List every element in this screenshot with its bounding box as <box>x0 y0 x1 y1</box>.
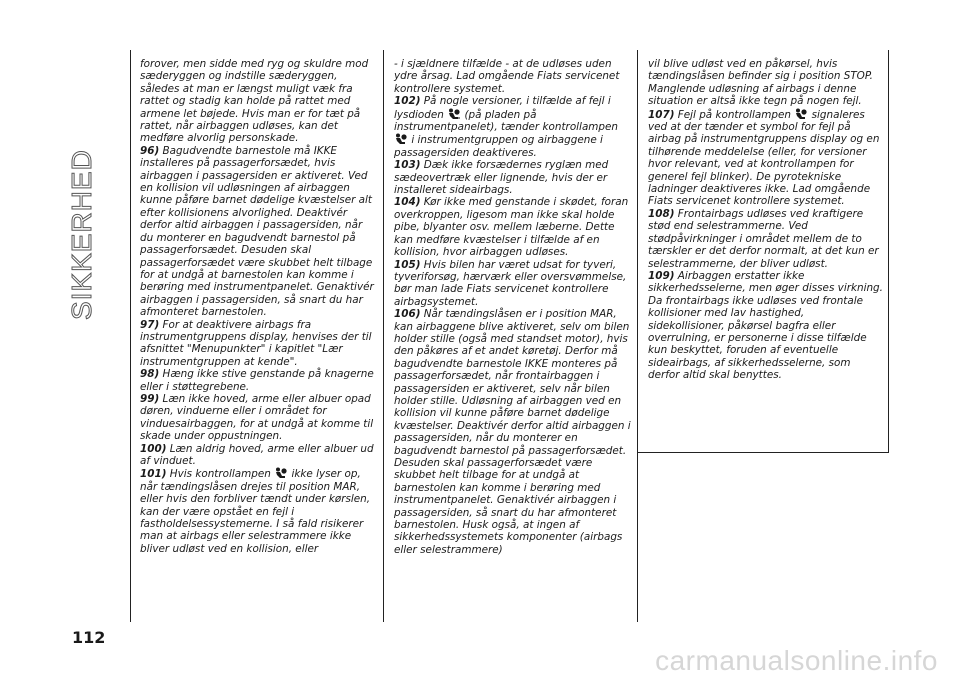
note-text: Hvis kontrollampen <box>169 468 271 481</box>
page-number: 112 <box>72 628 106 647</box>
note-number: 105) <box>394 258 421 271</box>
note-98 <box>140 368 378 393</box>
watermark: carmanualsonline.info <box>655 645 938 676</box>
note-103 <box>394 159 632 196</box>
note-105 <box>394 259 632 309</box>
note-text: Fejl på kontrollampen <box>677 108 791 121</box>
note-text: Hæng ikke stive genstande på knagerne eller i støttegrebene. <box>140 368 374 393</box>
note-number: 108) <box>648 207 675 220</box>
paragraph: forover, men sidde med ryg og skuldre mod sæderyggen og indstille sæderyggen, således at man er længst muligt væk fra rattet og stadig kan holde på rattet med armene let bøjede. Hvis man er for tæt på rattet, når airbaggen udløses, kan det medføre alvorlig personskade. <box>140 58 369 145</box>
note-96 <box>140 145 378 319</box>
paragraph: - i sjældnere tilfælde - at de udløses uden ydre årsag. Lad omgående Fiats servicenet kontrollere systemet. <box>394 58 620 95</box>
note-108 <box>648 208 884 270</box>
section-title: SIKKERHED <box>66 149 97 320</box>
note-text: (på pladen på instrumentpanelet), tænder kontrollampen <box>394 108 619 134</box>
note-number: 107) <box>648 108 675 121</box>
note-text: Hvis bilen har været udsat for tyveri, tyveriforsøg, hærværk eller oversvømmelse, bør man lade Fiats servicenet kontrollere airbagsystemet. <box>394 258 627 308</box>
note-text: For at deaktivere airbags fra instrumentgruppens display, henvises der til afsnittet "Menupunkter" i kapitlet "Lær instrumentgruppen at kende". <box>140 318 372 368</box>
note-101 <box>140 467 378 555</box>
note-106 <box>394 308 632 556</box>
note-text: Airbaggen erstatter ikke sikkerhedsselerne, men øger disses virkning. Da frontairbags ikke udløses ved frontale kollisioner med lav hastighed, sidekollisioner, påkørsel bagfra eller overrulning, er personerne i disse tilfælde kun beskyttet, foruden af eventuelle sideairbags, af sikkerhedsselerne, som derfor altid skal benyttes. <box>648 269 883 382</box>
note-text: signaleres ved at der tænder et symbol for fejl på airbag på instrumentgruppens display og en tilhørende meddelelse (eller, for versioner hvor relevant, ved at kontrollampen for generel fejl blinker). De pyrotekniske ladninger deaktiveres ikke. Lad omgående Fiats servicenet kontrollere systemet. <box>648 108 880 208</box>
column-divider-left <box>130 50 131 622</box>
note-109 <box>648 270 884 382</box>
note-text: i instrumentgruppen og airbaggene i passagersiden deaktiveres. <box>394 134 603 159</box>
column-3 <box>648 58 884 382</box>
note-text: Frontairbags udløses ved kraftigere stød end selestrammerne. Ved stødpåvirkninger i området mellem de to tærskler er det derfor normalt, at det kun er selestrammerne, der bliver udløst. <box>648 207 879 270</box>
note-number: 104) <box>394 196 421 209</box>
column-divider-far-right <box>888 50 889 452</box>
note-number: 109) <box>648 269 675 282</box>
note-number: 106) <box>394 308 421 321</box>
note-107 <box>648 108 884 208</box>
column-divider-right <box>637 50 638 622</box>
note-text: Dæk ikke forsædernes ryglæn med sædeovertræk eller lignende, hvis der er installeret sideairbags. <box>394 159 609 197</box>
note-102 <box>394 95 632 159</box>
note-number: 97) <box>140 318 160 331</box>
note-number: 101) <box>140 468 167 481</box>
note-text: Kør ikke med genstande i skødet, foran overkroppen, ligesom man ikke skal holde pibe, blyanter osv. mellem læberne. Dette kan medføre kvæstelser i tilfælde af en kollision, hvor airbaggen udløses. <box>394 196 629 259</box>
note-97 <box>140 319 378 369</box>
note-text: Når tændingslåsen er i position MAR, kan airbaggene blive aktiveret, selv om bilen holder stille (også med standset motor), hvis den påkøres af et andet køretøj. Derfor må bagudvendte barnestole IKKE monteres på passagerforsædet, når frontairbaggen i passagersiden er aktiveret, selv når bilen holder stille. Udløsning af airbaggen ved en kollision vil kunne påføre barnet dødelige kvæstelser. Deaktivér derfor altid airbaggen i passagersiden, når du monterer en bagudvendt barnestol på passagerforsædet. Desuden skal passagerforsædet være skubbet helt tilbage for at undgå at barnestolen kan komme i berøring med instrumentpanelet. Genaktivér airbaggen i passagersiden, så snart du har afmonteret barnestolen. Husk også, at ingen af sikkerhedssystemets komponenter (airbags eller selestrammere) <box>394 308 631 556</box>
note-text: Bagudvendte barnestole må IKKE installeres på passagerforsædet, hvis airbaggen i passagersiden er aktiveret. Ved en kollision vil udløsningen af airbaggen kunne påføre barnet dødelige kvæstelser alt efter kollisionens alvorlighed. Deaktivér derfor altid airbaggen i passagersiden, når du monterer en bagudvendt barnestol på passagerforsædet. Desuden skal passagerforsædet være skubbet helt tilbage for at undgå at barnestolen kan komme i berøring med instrumentpanelet. Genaktivér airbaggen i passagersiden, så snart du har afmonteret barnestolen. <box>140 144 374 319</box>
note-number: 96) <box>140 144 160 157</box>
note-text: På nogle versioner, i tilfælde af fejl i lysdioden <box>394 95 611 121</box>
note-99 <box>140 393 378 443</box>
note-104 <box>394 196 632 258</box>
note-text: Læn ikke hoved, arme eller albuer opad døren, vinduerne eller i området for vinduesairbaggen, for at undgå at komme til skade under oppustningen. <box>140 392 374 443</box>
note-number: 98) <box>140 368 160 381</box>
airbag-warning-icon <box>394 133 408 145</box>
paragraph: vil blive udløst ved en påkørsel, hvis tændingslåsen befinder sig i position STOP. Manglende udløsning af airbags i denne situation er altså ikke tegn på nogen fejl. <box>648 58 873 108</box>
column-2 <box>394 58 632 556</box>
note-text: Læn aldrig hoved, arme eller albuer ud af vinduet. <box>140 442 374 467</box>
note-100 <box>140 443 378 468</box>
note-number: 100) <box>140 442 167 455</box>
note-number: 103) <box>394 159 421 172</box>
airbag-warning-icon <box>794 108 808 120</box>
note-number: 99) <box>140 392 160 405</box>
note-number: 102) <box>394 95 421 108</box>
column-1 <box>140 58 378 555</box>
column3-bottom-rule <box>637 452 889 453</box>
passenger-airbag-off-icon <box>447 108 461 120</box>
note-text: ikke lyser op, når tændingslåsen drejes til position MAR, eller hvis den forbliver tændt under kørslen, kan der være opstået en fejl i fastholdelsessystemerne. I så fald risikerer man at airbags eller selestrammere ikke bliver udløst ved en kollision, eller <box>140 468 371 555</box>
column-divider-mid <box>383 50 384 622</box>
airbag-warning-icon <box>274 467 288 479</box>
